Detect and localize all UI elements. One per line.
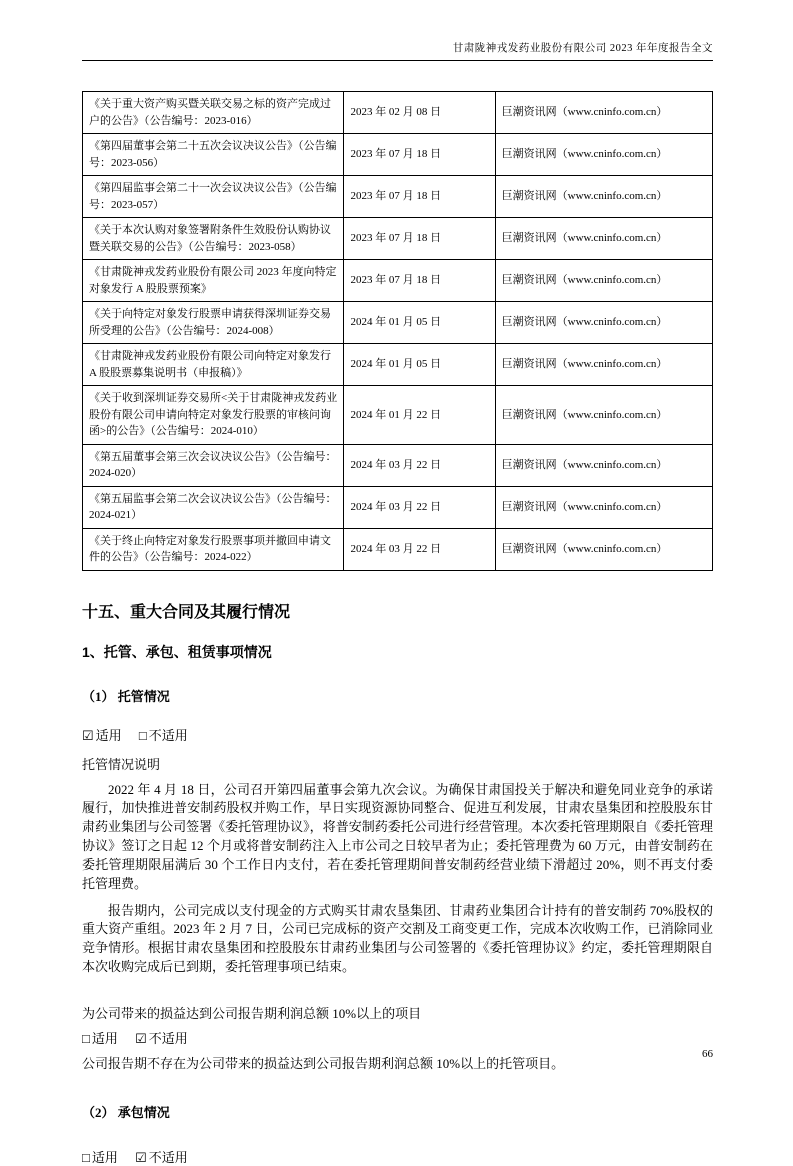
trusteeship-paragraph-2: 报告期内，公司完成以支付现金的方式购买甘肃农垦集团、甘肃药业集团合计持有的普安制药 70%股权的重大资产重组。2023 年 2 月 7 日，公司已完成标的资产交割及工商变更工作，完成本次收购工作，已消除同业竞争情形。根据甘肃农垦集团和控股股东甘肃药业集团与公司签署的《委托管理协议》约定，委托管理期限自本次收购完成后已到期，委托管理事项已结束。 xyxy=(82,902,713,975)
applicable-option xyxy=(82,1150,118,1165)
disclosure-site: 巨潮资讯网（www.cninfo.com.cn） xyxy=(495,386,712,445)
profit-threshold-line: 为公司带来的损益达到公司报告期利润总额 10%以上的项目 xyxy=(82,1005,422,1021)
table-row xyxy=(83,218,713,260)
announcement-date: 2024 年 01 月 05 日 xyxy=(344,302,495,344)
profit-threshold-note: 公司报告期不存在为公司带来的损益达到公司报告期利润总额 10%以上的托管项目。 xyxy=(82,1055,565,1071)
applicable-option xyxy=(82,1031,118,1046)
document-header xyxy=(82,40,713,61)
announcement-title: 《甘肃陇神戎发药业股份有限公司 2023 年度向特定对象发行 A 股股票预案》 xyxy=(83,260,344,302)
announcement-title: 《甘肃陇神戎发药业股份有限公司向特定对象发行 A 股股票募集说明书（申报稿）》 xyxy=(83,344,344,386)
disclosure-site: 巨潮资讯网（www.cninfo.com.cn） xyxy=(495,92,712,134)
announcement-date: 2024 年 01 月 05 日 xyxy=(344,344,495,386)
trusteeship-paragraph-1: 2022 年 4 月 18 日，公司召开第四届董事会第九次会议。为确保甘肃国投关于解决和避免同业竞争的承诺履行，加快推进普安制药股权并购工作，早日实现资源协同整合、促进互利发展，甘肃农垦集团和控股股东甘肃药业集团与公司签署《委托管理协议》，将普安制药委托公司进行经营管理。本次委托管理期限自《委托管理协议》签订之日起 12 个月或将普安制药注入上市公司之日较早者为止；委托管理费为 60 万元，由普安制药在委托管理期限届满后 30 个工作日内支付，若在委托管理期间普安制药经营业绩下滑超过 20%，则不再支付委托管理费。 xyxy=(82,781,713,891)
checkbox-checked-icon: ☑ xyxy=(135,1030,147,1046)
table-row xyxy=(83,344,713,386)
announcement-title: 《第五届监事会第二次会议决议公告》（公告编号：2024-021） xyxy=(83,486,344,528)
announcement-date: 2023 年 07 月 18 日 xyxy=(344,218,495,260)
not-applicable-label: 不适用 xyxy=(148,727,188,743)
disclosure-site: 巨潮资讯网（www.cninfo.com.cn） xyxy=(495,302,712,344)
announcement-date: 2024 年 03 月 22 日 xyxy=(344,444,495,486)
announcement-title: 《关于向特定对象发行股票申请获得深圳证券交易所受理的公告》（公告编号：2024-008） xyxy=(83,302,344,344)
disclosure-site: 巨潮资讯网（www.cninfo.com.cn） xyxy=(495,486,712,528)
trusteeship-note-label: 托管情况说明 xyxy=(82,756,161,772)
heading-trusteeship: （1） 托管情况 xyxy=(82,688,170,704)
checkbox-checked-icon: ☑ xyxy=(82,727,94,743)
announcement-title: 《第四届监事会第二十一次会议决议公告》（公告编号：2023-057） xyxy=(83,176,344,218)
announcement-table xyxy=(82,91,713,571)
table-row xyxy=(83,134,713,176)
page-number: 66 xyxy=(702,1048,713,1060)
table-row xyxy=(83,444,713,486)
not-applicable-option xyxy=(135,1031,188,1046)
announcement-date: 2024 年 03 月 22 日 xyxy=(344,528,495,570)
disclosure-site: 巨潮资讯网（www.cninfo.com.cn） xyxy=(495,218,712,260)
trusteeship-applicability-row xyxy=(82,725,713,744)
announcement-date: 2023 年 07 月 18 日 xyxy=(344,134,495,176)
disclosure-site: 巨潮资讯网（www.cninfo.com.cn） xyxy=(495,344,712,386)
announcement-date: 2023 年 02 月 08 日 xyxy=(344,92,495,134)
disclosure-site: 巨潮资讯网（www.cninfo.com.cn） xyxy=(495,176,712,218)
announcement-title: 《第五届董事会第三次会议决议公告》（公告编号：2024-020） xyxy=(83,444,344,486)
disclosure-site: 巨潮资讯网（www.cninfo.com.cn） xyxy=(495,528,712,570)
checkbox-checked-icon: ☑ xyxy=(135,1149,147,1165)
applicable-label: 适用 xyxy=(91,1030,118,1046)
not-applicable-label: 不适用 xyxy=(148,1030,188,1046)
heading-contracting: （2） 承包情况 xyxy=(82,1104,170,1120)
applicable-label: 适用 xyxy=(91,1149,118,1165)
table-row xyxy=(83,92,713,134)
announcement-title: 《第四届董事会第二十五次会议决议公告》（公告编号：2023-056） xyxy=(83,134,344,176)
announcement-title: 《关于重大资产购买暨关联交易之标的资产完成过户的公告》（公告编号：2023-016） xyxy=(83,92,344,134)
applicable-label: 适用 xyxy=(95,727,122,743)
announcement-title: 《关于收到深圳证券交易所<关于甘肃陇神戎发药业股份有限公司申请向特定对象发行股票的审核问询函>的公告》（公告编号：2024-010） xyxy=(83,386,344,445)
table-row xyxy=(83,260,713,302)
disclosure-site: 巨潮资讯网（www.cninfo.com.cn） xyxy=(495,444,712,486)
checkbox-unchecked-icon: □ xyxy=(82,1030,90,1046)
table-row xyxy=(83,528,713,570)
announcement-date: 2023 年 07 月 18 日 xyxy=(344,260,495,302)
disclosure-site: 巨潮资讯网（www.cninfo.com.cn） xyxy=(495,134,712,176)
applicable-option xyxy=(82,728,122,743)
not-applicable-option xyxy=(139,728,188,743)
disclosure-site: 巨潮资讯网（www.cninfo.com.cn） xyxy=(495,260,712,302)
checkbox-unchecked-icon: □ xyxy=(138,727,147,743)
table-row xyxy=(83,302,713,344)
announcement-title: 《关于终止向特定对象发行股票事项并撤回申请文件的公告》（公告编号：2024-022） xyxy=(83,528,344,570)
table-row xyxy=(83,386,713,445)
table-row xyxy=(83,176,713,218)
table-row xyxy=(83,486,713,528)
subsection-heading-trusteeship-contracting-leasing: 1、托管、承包、租赁事项情况 xyxy=(82,643,272,660)
document-title: 甘肃陇神戎发药业股份有限公司 2023 年年度报告全文 xyxy=(452,43,713,54)
contracting-applicability-row xyxy=(82,1147,713,1166)
checkbox-unchecked-icon: □ xyxy=(82,1149,90,1165)
section-heading-major-contracts: 十五、重大合同及其履行情况 xyxy=(82,603,291,621)
not-applicable-option xyxy=(135,1150,188,1165)
profit-threshold-applicability-row xyxy=(82,1028,713,1047)
announcement-title: 《关于本次认购对象签署附条件生效股份认购协议暨关联交易的公告》（公告编号：2023-058） xyxy=(83,218,344,260)
announcement-date: 2024 年 01 月 22 日 xyxy=(344,386,495,445)
announcement-date: 2024 年 03 月 22 日 xyxy=(344,486,495,528)
announcement-date: 2023 年 07 月 18 日 xyxy=(344,176,495,218)
not-applicable-label: 不适用 xyxy=(148,1149,188,1165)
